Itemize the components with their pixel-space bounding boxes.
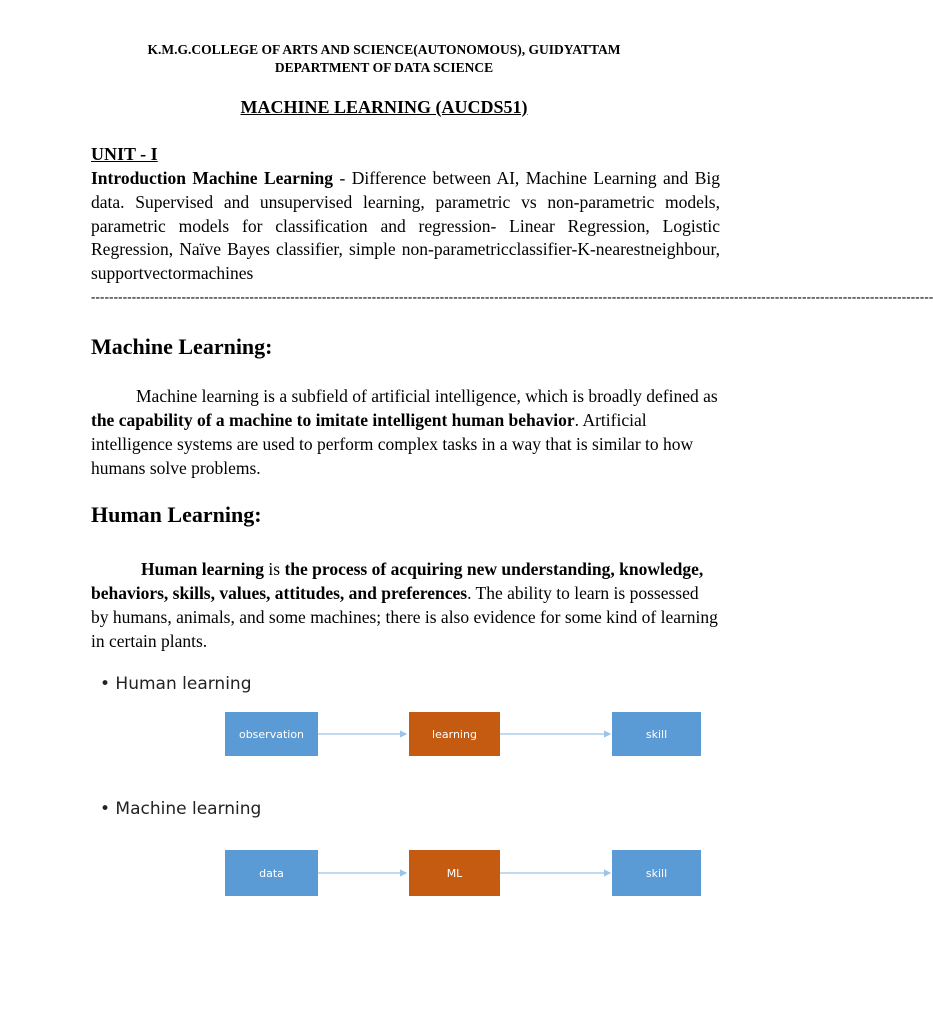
ml-text-2: . Artificial intelligence systems are used to perform complex tasks in a way that is similar to how humans solve problems. [91,410,694,478]
unit-intro-title: Introduction Machine Learning [91,168,334,188]
learning-box: learning [409,712,500,756]
ml-text-bold: the capability of a machine to imitate intelligent human behavior [91,410,575,430]
data-box: data [225,850,318,896]
ml-text-1: Machine learning is a subfield of artificial intelligence, which is broadly defined as [136,386,718,406]
department-name: DEPARTMENT OF DATA SCIENCE [274,60,494,75]
ml-heading: Machine Learning: [91,334,273,359]
skill-box-human: skill [612,712,701,756]
hl-text-bold-1: Human learning [141,559,265,579]
hl-text-1: is [264,559,285,579]
ml-box: ML [409,850,500,896]
observation-box: observation [225,712,318,756]
hl-text-2: . The ability to learn is possessed by humans, animals, and some machines; there is also evidence for some kind of learning in certain plants. [91,583,718,651]
college-name: K.M.G.COLLEGE OF ARTS AND SCIENCE(AUTONOMOUS), GUIDYATTAM [147,42,621,57]
machine-learning-bullet: • Machine learning [100,799,262,819]
hl-text-bold-2: the process of acquiring new understanding, knowledge, behaviors, skills, values, attitudes, and preferences [91,559,704,603]
skill-box-machine: skill [612,850,701,896]
hl-heading: Human Learning: [91,502,262,527]
unit-intro-text: - Difference between AI, Machine Learning and Big data. Supervised and unsupervised learning, parametric vs non-parametric models, parametric models for classification and regression- Linear Regression, Logistic Regression, Naïve Bayes classifier, simple non-parametricclassifier-K-nearestneighbour, supportvectormachines [91,168,720,284]
course-title-text: MACHINE LEARNING (AUCDS51) [240,97,528,117]
human-learning-bullet: • Human learning [100,674,252,694]
separator-line: ------------------------------------------------------------------------------------------------------------------------------------------------------------------------------------------ [91,289,933,304]
unit-label: UNIT - I [91,144,158,164]
